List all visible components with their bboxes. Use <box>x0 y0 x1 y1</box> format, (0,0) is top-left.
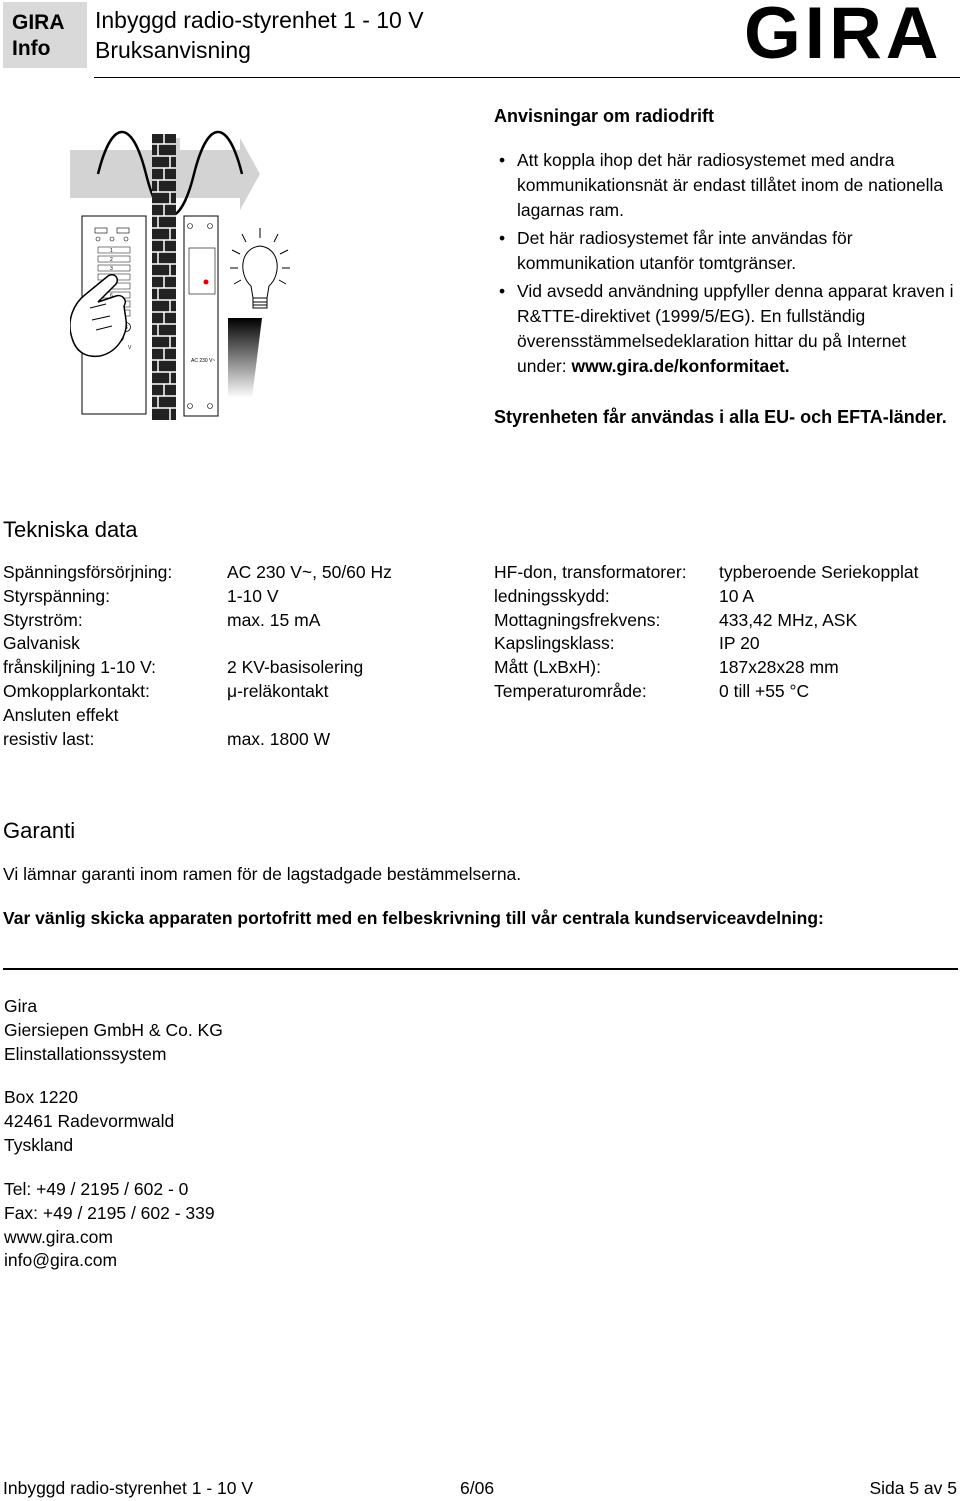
table-row: Temperaturområde: 0 till +55 °C <box>494 680 810 701</box>
company-block <box>4 995 223 1066</box>
company-name: Gira <box>4 996 38 1016</box>
table-row: HF-don, transformatorer: typberoende Seriekopplat <box>494 562 919 582</box>
footer-page-number: Sida 5 av 5 <box>869 1478 957 1498</box>
gira-info-box-line1: GIRA <box>12 11 65 34</box>
table-row: Mått (LxBxH): 187x28x28 mm <box>494 657 839 678</box>
footer-version: 6/06 <box>460 1478 495 1498</box>
device-voltage-label: AC 230 V~ <box>191 358 216 364</box>
postal-box: Box 1220 <box>4 1087 78 1107</box>
dimming-gradient <box>228 318 262 398</box>
radio-bullet-list <box>494 148 954 382</box>
footer-title: Inbyggd radio-styrenhet 1 - 10 V <box>3 1478 254 1498</box>
table-row: Styrspänning: 1-10 V <box>3 585 279 606</box>
remote-number-1: 1 <box>110 248 113 254</box>
radio-illustration <box>70 108 370 428</box>
tech-left-table <box>3 561 392 751</box>
document-subtitle: Bruksanvisning <box>95 37 251 63</box>
document-title: Inbyggd radio-styrenhet 1 - 10 V <box>95 7 424 33</box>
list-item <box>494 148 954 223</box>
gira-logo: GIRA <box>744 0 943 74</box>
tech-right-table <box>494 561 918 704</box>
address-divider <box>3 968 958 970</box>
table-row: frånskiljning 1-10 V: 2 KV-basisolering <box>3 657 364 678</box>
table-row: Ansluten effekt <box>3 704 119 725</box>
conformity-url[interactable]: www.gira.de/konformitaet. <box>571 356 790 376</box>
postal-country: Tyskland <box>4 1134 74 1155</box>
gira-info-box <box>3 2 87 68</box>
radio-bullet-2: Det här radiosystemet får inte användas för kommunikation utanför tomtgränser. <box>517 228 853 273</box>
remote-number-2: 2 <box>110 257 113 263</box>
gira-info-box-line2: Info <box>12 37 51 60</box>
radio-bullet-3: Vid avsedd användning uppfyller denna apparat kraven i R&TTE-direktivet (1999/5/EG). En fullständig överensstämmelsedeklaration hittar du på Internet under: <box>517 281 954 376</box>
contact-block <box>4 1178 215 1273</box>
table-row: resistiv last: max. 1800 W <box>3 728 331 749</box>
status-led <box>204 280 209 285</box>
postal-block <box>4 1086 174 1157</box>
table-row: Kapslingsklass: IP 20 <box>494 633 760 654</box>
radio-heading: Anvisningar om radiodrift <box>494 106 715 126</box>
bullet-marker: • <box>499 228 506 248</box>
company-division: Elinstallationssystem <box>4 1043 167 1064</box>
table-row: ledningsskydd: 10 A <box>494 585 755 606</box>
bullet-marker: • <box>499 150 506 170</box>
table-row: Galvanisk <box>3 633 80 654</box>
din-device <box>184 216 218 416</box>
eu-efta-note: Styrenheten får användas i alla EU- och EFTA-länder. <box>494 407 947 427</box>
remote-number-6: 6 <box>110 293 113 299</box>
warranty-heading: Garanti <box>3 818 76 843</box>
warranty-text: Vi lämnar garanti inom ramen för de lagstadgade bestämmelserna. <box>3 864 522 884</box>
list-item <box>494 226 954 276</box>
warranty-note: Var vänlig skicka apparaten portofritt med en felbeskrivning till vår centrala kundserviceavdelning: <box>3 908 824 928</box>
contact-website[interactable]: www.gira.com <box>4 1226 113 1247</box>
remote-label-right: V <box>128 345 132 351</box>
contact-fax: Fax: +49 / 2195 / 602 - 339 <box>4 1202 215 1223</box>
light-bulb-icon <box>243 246 277 308</box>
postal-city: 42461 Radevormwald <box>4 1110 175 1131</box>
tech-heading: Tekniska data <box>3 517 138 542</box>
header-divider <box>94 77 960 78</box>
table-row: Spänningsförsörjning: AC 230 V~, 50/60 Hz <box>3 562 392 582</box>
remote-number-3: 3 <box>110 266 113 272</box>
table-row: Mottagningsfrekvens: 433,42 MHz, ASK <box>494 609 858 630</box>
table-row: Omkopplarkontakt: μ-reläkontakt <box>3 680 329 701</box>
company-legal-name: Giersiepen GmbH & Co. KG <box>4 1019 223 1040</box>
table-row: Styrström: max. 15 mA <box>3 609 321 630</box>
contact-email[interactable]: info@gira.com <box>4 1250 118 1271</box>
contact-phone: Tel: +49 / 2195 / 602 - 0 <box>4 1179 189 1199</box>
radio-bullet-1: Att koppla ihop det här radiosystemet med andra kommunikationsnät är endast tillåtet inom de nationella lagarnas ram. <box>517 150 944 220</box>
list-item <box>494 279 954 379</box>
bullet-marker: • <box>499 281 506 301</box>
